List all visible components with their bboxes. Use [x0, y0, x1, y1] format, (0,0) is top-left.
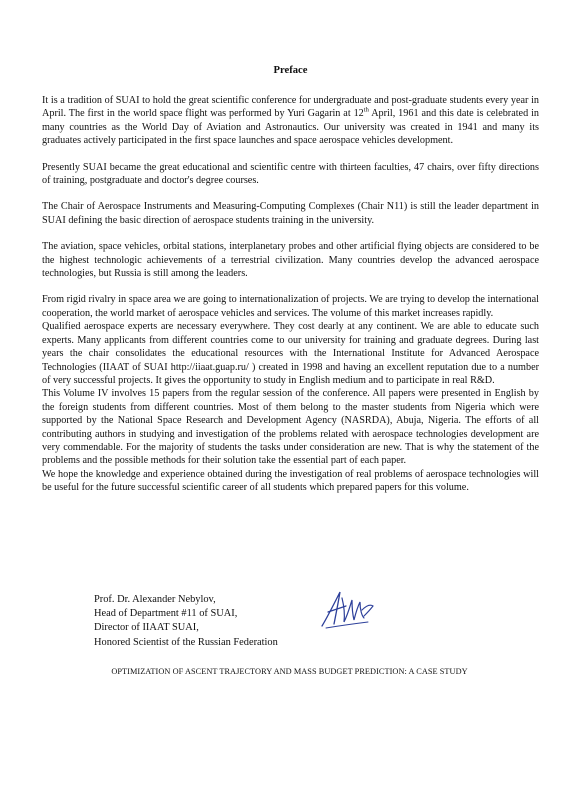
paragraph-rivalry: From rigid rivalry in space area we are going to internationalization of projects. We are trying to develop the international cooperation, the world market of aerospace vehicles and services. The volume of this market increases rapidly. [42, 294, 539, 319]
paragraph-tradition-text-a: It is a tradition of SUAI to hold the great scientific conference for undergraduate and post-graduate students every year in April. The first in the world space flight was performed by Yuri Gagarin at 12 [42, 95, 539, 120]
paragraph-tradition [42, 94, 539, 148]
preface-page [42, 64, 539, 495]
signature-name: Prof. Dr. Alexander Nebylov, [94, 594, 216, 605]
handwritten-signature [318, 586, 376, 632]
paragraph-chair: The Chair of Aerospace Instruments and Measuring-Computing Complexes (Chair N11) is still the leader department in SUAI defining the basic direction of aerospace students training in the university. [42, 201, 539, 226]
paragraph-tradition-text-b: April, 1961 and this date is celebrated in many countries as the World Day of Aviation and Astronautics. Our university was created in 1941 and many its graduates actively participated in the first space launches and space aerospace vehicles development. [42, 108, 540, 147]
paragraph-presently: Presently SUAI became the great educational and scientific centre with thirteen faculties, 47 chairs, over fifty directions of training, postgraduate and doctor's degree courses. [42, 161, 539, 187]
paragraph-experts: Qualified aerospace experts are necessary everywhere. They cost dearly at any continent. We are able to educate such experts. Many applicants from different countries come to our university for training and graduate degrees. During last years the chair consolidates the educational resources with the International Institute for Advanced Aerospace Technologies (IIAAT of SUAI http://iiaat.guap.ru/ ) created in 1998 and having an excellent reputation due to a number of very successful projects. It gives the opportunity to study in English medium and to participate in real R&D. [42, 321, 539, 386]
signature-position-head: Head of Department #11 of SUAI, [94, 608, 238, 620]
signature-position-director: Director of IIAAT SUAI, [94, 622, 199, 634]
paragraph-volume: This Volume IV involves 15 papers from the regular session of the conference. All papers were presented in English by the foreign students from different countries. Most of them belong to the master students from Nigeria which were supported by the National Space Research and Development Agency (NASRDA), Abuja, Nigeria. The efforts of all contributing authors in studying and investigation of the problems related with aerospace technologies development are very commendable. For the majority of students the tasks under consideration are new. That is why the statement of the problems and the possible methods for their solution take the essential part of each paper. [42, 388, 539, 467]
paragraph-hope: We hope the knowledge and experience obtained during the investigation of real problems of aerospace technologies will be useful for the future successful scientific career of all students which prepared papers for this volume. [42, 468, 539, 494]
footer-running-title: OPTIMIZATION OF ASCENT TRAJECTORY AND MASS BUDGET PREDICTION: A CASE STUDY [111, 667, 468, 676]
signature-block [94, 593, 278, 650]
paragraph-achievements: The aviation, space vehicles, orbital stations, interplanetary probes and other artificial flying objects are considered to be the highest technologic achievements of a terrestrial civilization. Many countries develop the advanced aerospace technologies, but Russia is still among the leaders. [42, 241, 539, 280]
page-title: Preface [273, 65, 308, 76]
superscript-th: th [363, 107, 369, 115]
signature-honor: Honored Scientist of the Russian Federation [94, 636, 278, 648]
